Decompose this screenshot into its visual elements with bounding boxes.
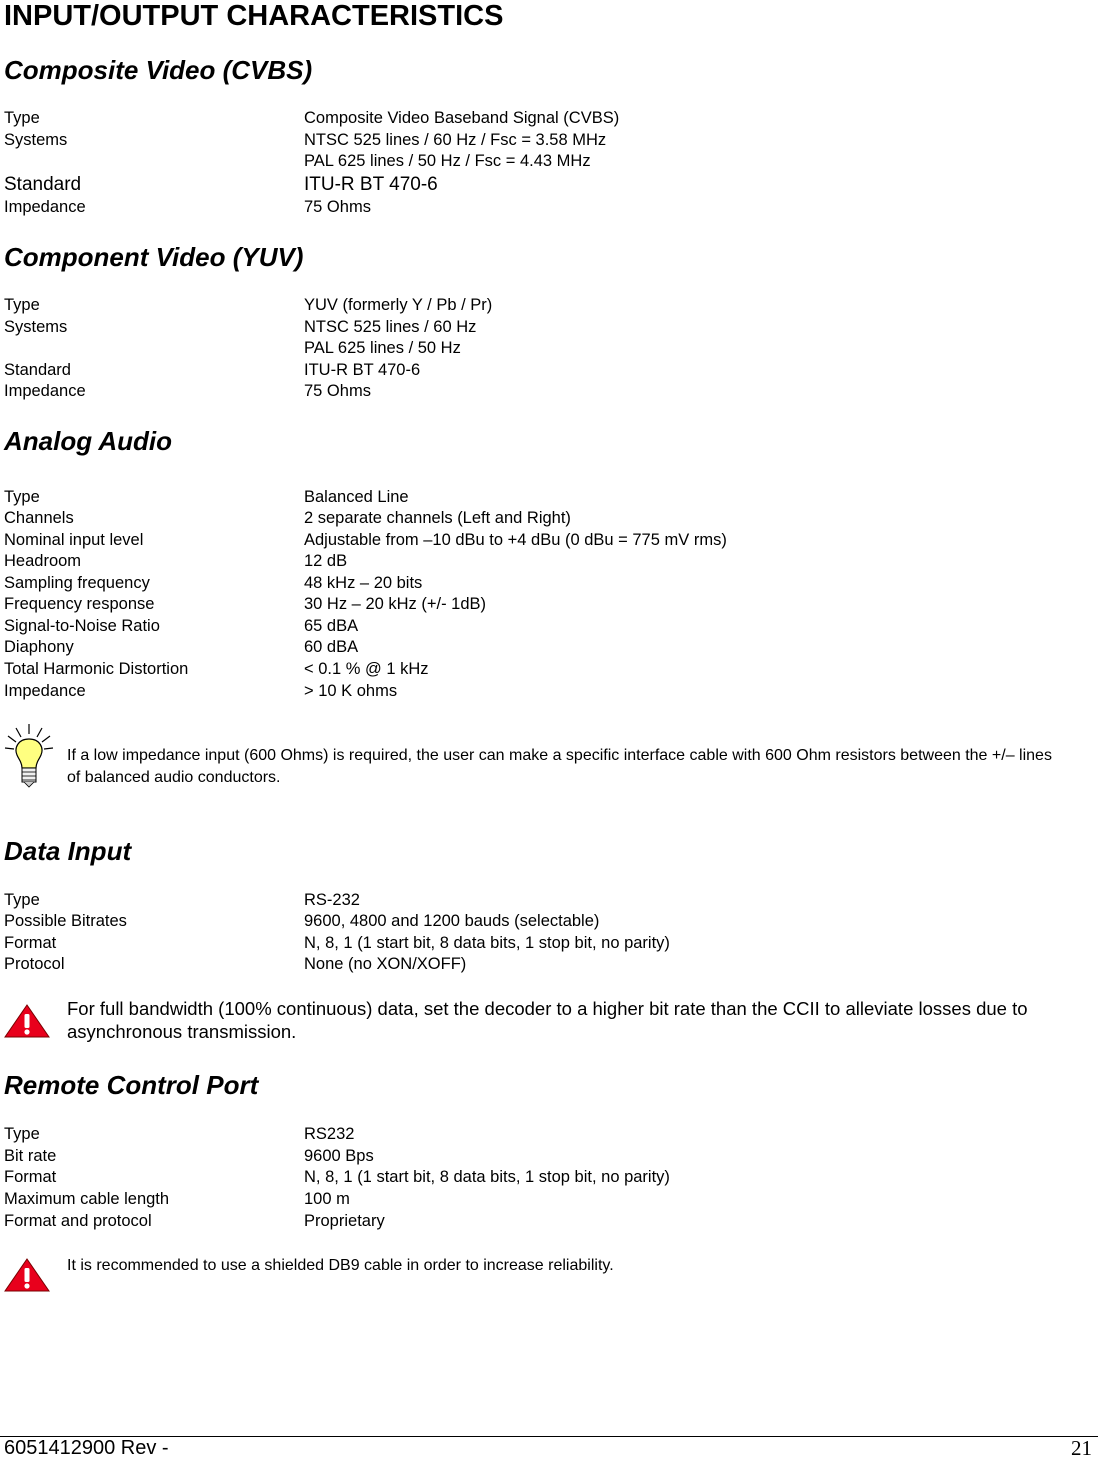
yuv-label-standard: Standard [4,361,71,379]
remote-value-cable-length: 100 m [304,1190,350,1208]
remote-label-bitrate: Bit rate [4,1147,57,1165]
audio-tip-note: If a low impedance input (600 Ohms) is required, the user can make a specific interface cable with 600 Ohm resistors between the +/– lines of balanced audio conductors. [67,747,1052,786]
remote-warning-note: It is recommended to use a shielded DB9 cable in order to increase reliability. [67,1257,614,1274]
data-label-bitrates: Possible Bitrates [4,912,127,930]
cvbs-label-type: Type [4,109,40,127]
section-heading-data-input: Data Input [4,836,132,866]
audio-value-nominal-level: Adjustable from –10 dBu to +4 dBu (0 dBu = 775 mV rms) [304,531,727,549]
warning-icon [4,1004,50,1038]
yuv-value-systems-pal: PAL 625 lines / 50 Hz [304,339,461,357]
audio-value-thd: < 0.1 % @ 1 kHz [304,660,429,678]
data-label-format: Format [4,934,57,952]
yuv-value-standard: ITU-R BT 470-6 [304,361,421,379]
audio-value-headroom: 12 dB [304,552,348,570]
data-label-type: Type [4,891,40,909]
audio-label-headroom: Headroom [4,552,82,570]
audio-label-sampling: Sampling frequency [4,574,150,592]
section-heading-yuv: Component Video (YUV) [4,242,304,272]
data-value-bitrates: 9600, 4800 and 1200 bauds (selectable) [304,912,600,930]
audio-label-type: Type [4,488,40,506]
yuv-label-type: Type [4,296,40,314]
section-heading-audio: Analog Audio [4,426,173,456]
cvbs-value-impedance: 75 Ohms [304,198,371,216]
audio-value-channels: 2 separate channels (Left and Right) [304,509,571,527]
audio-label-channels: Channels [4,509,74,527]
cvbs-label-standard: Standard [4,174,82,195]
remote-label-format-protocol: Format and protocol [4,1212,152,1230]
yuv-value-systems-ntsc: NTSC 525 lines / 60 Hz [304,318,477,336]
audio-label-nominal-level: Nominal input level [4,531,144,549]
data-value-protocol: None (no XON/XOFF) [304,955,467,973]
remote-label-format: Format [4,1168,57,1186]
section-heading-cvbs: Composite Video (CVBS) [4,55,313,85]
audio-value-diaphony: 60 dBA [304,638,359,656]
audio-label-thd: Total Harmonic Distortion [4,660,189,678]
section-heading-remote: Remote Control Port [4,1070,259,1100]
cvbs-label-systems: Systems [4,131,68,149]
data-value-format: N, 8, 1 (1 start bit, 8 data bits, 1 stop bit, no parity) [304,934,670,952]
remote-value-bitrate: 9600 Bps [304,1147,374,1165]
remote-value-format-protocol: Proprietary [304,1212,385,1230]
audio-value-type: Balanced Line [304,488,409,506]
yuv-label-impedance: Impedance [4,382,86,400]
page-title: INPUT/OUTPUT CHARACTERISTICS [4,0,504,32]
cvbs-value-systems-ntsc: NTSC 525 lines / 60 Hz / Fsc = 3.58 MHz [304,131,607,149]
audio-label-impedance: Impedance [4,682,86,700]
remote-value-type: RS232 [304,1125,355,1143]
audio-label-frequency-response: Frequency response [4,595,155,613]
audio-label-snr: Signal-to-Noise Ratio [4,617,160,635]
audio-label-diaphony: Diaphony [4,638,74,656]
yuv-value-type: YUV (formerly Y / Pb / Pr) [304,296,493,314]
remote-value-format: N, 8, 1 (1 start bit, 8 data bits, 1 stop bit, no parity) [304,1168,670,1186]
audio-value-sampling: 48 kHz – 20 bits [304,574,423,592]
remote-label-type: Type [4,1125,40,1143]
warning-icon [4,1258,50,1292]
cvbs-value-standard: ITU-R BT 470-6 [304,174,438,195]
cvbs-label-impedance: Impedance [4,198,86,216]
cvbs-value-systems-pal: PAL 625 lines / 50 Hz / Fsc = 4.43 MHz [304,152,591,170]
footer-doc-number: 6051412900 Rev - [4,1437,169,1459]
data-input-warning-note: For full bandwidth (100% continuous) data, set the decoder to a higher bit rate than the CCII to alleviate losses due to asynchronous transmission. [67,998,1028,1042]
footer-page-number: 21 [1071,1436,1092,1460]
yuv-value-impedance: 75 Ohms [304,382,371,400]
audio-value-frequency-response: 30 Hz – 20 kHz (+/- 1dB) [304,595,487,613]
lightbulb-icon [4,722,54,792]
data-label-protocol: Protocol [4,955,65,973]
data-value-type: RS-232 [304,891,360,909]
cvbs-value-type: Composite Video Baseband Signal (CVBS) [304,109,620,127]
audio-value-impedance: > 10 K ohms [304,682,398,700]
yuv-label-systems: Systems [4,318,68,336]
remote-label-cable-length: Maximum cable length [4,1190,170,1208]
audio-value-snr: 65 dBA [304,617,359,635]
